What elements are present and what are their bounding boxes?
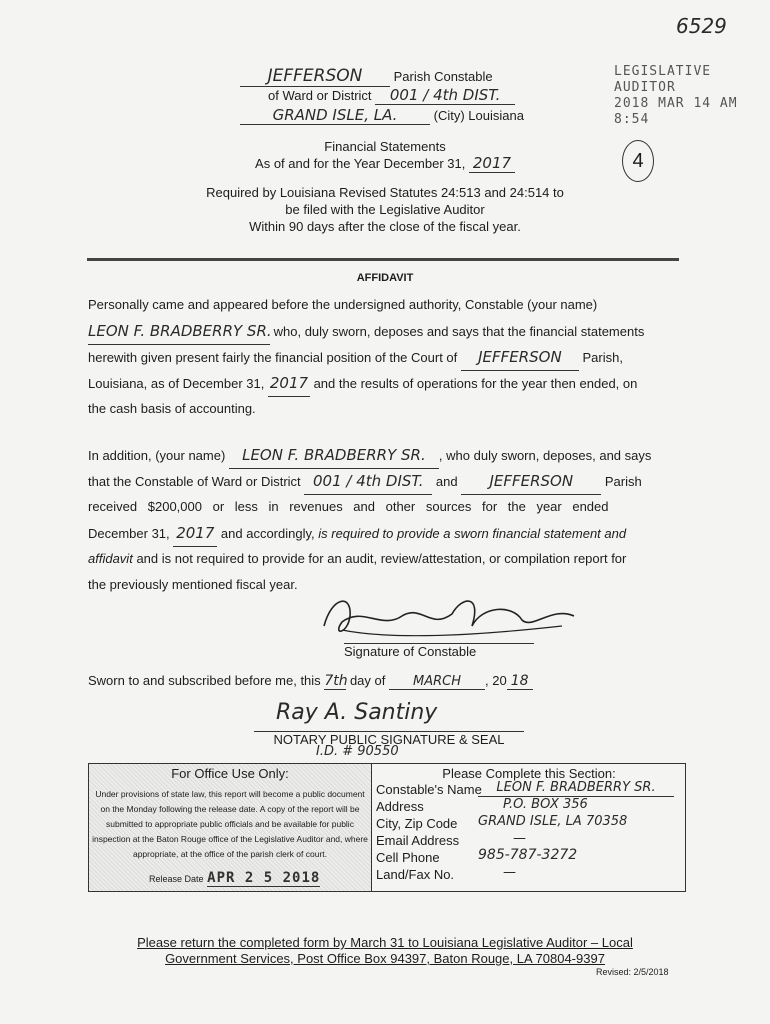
p2-line-2c: Parish [604,474,642,489]
sworn-year-prefix: , 20 [484,673,507,688]
p1-line-3b: Parish, [582,350,623,365]
field-label: Constable's Name [376,782,482,797]
p2-line-6: the previously mentioned fiscal year. [88,577,298,592]
field-city-zip [373,815,685,832]
circled-number: 4 [622,140,654,182]
p2-line-3: received $200,000 or less in revenues and other sources for the year ended [88,499,609,514]
field-land-fax [373,866,685,883]
field-value-handwritten: — [503,865,516,880]
notary-signature: Ray A. Santiny [276,700,438,725]
complete-section-heading: Please Complete this Section: [442,766,616,781]
field-value-handwritten: — [513,831,526,846]
complete-section-panel [373,764,685,891]
sworn-line [88,673,533,690]
field-label: City, Zip Code [376,816,458,831]
p2-line-4a: December 31, [88,526,170,541]
p1-line-4b: and the results of operations for the year then ended, on [313,376,638,391]
p2-line-5b: and is not required to provide for an audit, review/attestation, or compilation report for [136,551,627,566]
received-stamp [614,64,770,128]
requirement-line-1: Required by Louisiana Revised Statutes 24:513 and 24:514 to [206,185,564,200]
p1-year-handwritten: 2017 [268,370,310,397]
p1-line-3a: herewith given present fairly the financial position of the Court of [88,350,458,365]
p2-line-5a: affidavit [88,551,133,566]
field-label: Address [376,799,424,814]
field-value-handwritten: 985-787-3272 [478,847,578,863]
footer-line-1: Please return the completed form by March 31 to Louisiana Legislative Auditor – Local [137,935,633,950]
header-block [240,66,540,126]
revised-date: Revised: 2/5/2018 [596,967,669,977]
p2-constable-name-handwritten: LEON F. BRADBERRY SR. [229,442,439,469]
field-value-handwritten: P.O. BOX 356 [503,797,588,812]
p2-parish-handwritten: JEFFERSON [461,468,601,495]
title-year-handwritten: 2017 [469,155,515,173]
title-line-2: As of and for the Year December 31, [255,156,466,171]
p2-line-1a: In addition, (your name) [88,448,226,463]
footer-line-2: Government Services, Post Office Box 94397, Baton Rouge, LA 70804-9397 [165,951,605,966]
title-block [220,138,550,173]
sworn-year-handwritten: 18 [507,673,533,690]
notary-label: NOTARY PUBLIC SIGNATURE & SEAL [254,731,524,747]
field-cell-phone [373,849,685,866]
field-value-handwritten: GRAND ISLE, LA 70358 [478,814,628,829]
title-line-1: Financial Statements [324,139,446,154]
office-use-heading: For Office Use Only: [171,766,289,781]
field-value-handwritten: LEON F. BRADBERRY SR. [478,779,674,797]
sworn-month-handwritten: MARCH [389,674,485,690]
p1-line-1: Personally came and appeared before the undersigned authority, Constable (your name) [88,297,598,312]
office-use-panel [89,764,372,891]
city-value-handwritten: GRAND ISLE, LA. [240,106,430,125]
affidavit-heading: AFFIDAVIT [356,272,414,284]
notary-id-handwritten: I.D. # 90550 [316,744,399,759]
release-date-label: Release Date [149,874,204,884]
constable-signature [312,586,582,648]
field-label: Cell Phone [376,850,440,865]
sworn-day-handwritten: 7th [324,673,348,689]
p2-line-4c: is required to provide a sworn financial statement and [318,526,627,541]
p2-district-handwritten: 001 / 4th DIST. [304,468,432,495]
p2-line-2a: that the Constable of Ward or District [88,474,301,489]
field-label: Email Address [376,833,460,848]
p2-line-1b: , who duly sworn, deposes, and says [438,448,652,463]
sworn-mid: day of [349,673,386,688]
p2-year-handwritten: 2017 [173,520,217,547]
requirement-line-2: be filed with the Legislative Auditor [285,202,485,217]
ward-value-handwritten: 001 / 4th DIST. [375,86,515,105]
office-use-text: Under provisions of state law, this report will become a public document on the Monday following the release date. A copy of the report will be submitted to appropriate public officials and be available for public inspection at the Baton Rouge office of the Legislative Auditor and, where appropriate, at the office of the parish clerk of court. [92,789,368,859]
corner-number: 6529 [676,14,727,38]
stamp-line-1: LEGISLATIVE AUDITOR [614,64,712,95]
office-section-box [88,763,686,892]
section-divider [87,258,679,261]
p1-line-4a: Louisiana, as of December 31, [88,376,265,391]
field-label: Land/Fax No. [376,867,455,882]
stamp-line-2: 2018 MAR 14 AM 8:54 [614,96,738,127]
city-label: (City) Louisiana [433,108,524,123]
sworn-prefix: Sworn to and subscribed before me, this [88,673,321,688]
affidavit-paragraph-2 [88,442,678,598]
parish-label: Parish Constable [393,69,493,84]
affidavit-paragraph-1 [88,292,678,422]
p1-constable-name-handwritten: LEON F. BRADBERRY SR. [88,318,270,345]
release-date-stamp: APR 2 5 2018 [207,870,321,886]
signature-label: Signature of Constable [344,643,534,659]
requirement-block [170,184,600,235]
p1-line-5: the cash basis of accounting. [88,401,256,416]
parish-name-handwritten: JEFFERSON [240,66,390,87]
p1-line-2: who, duly sworn, deposes and says that the financial statements [273,324,645,339]
p1-court-handwritten: JEFFERSON [461,344,579,371]
p2-line-2b: and [435,474,458,489]
requirement-line-3: Within 90 days after the close of the fiscal year. [249,219,521,234]
ward-label: of Ward or District [268,88,372,103]
p2-line-4b: and accordingly, [220,526,315,541]
